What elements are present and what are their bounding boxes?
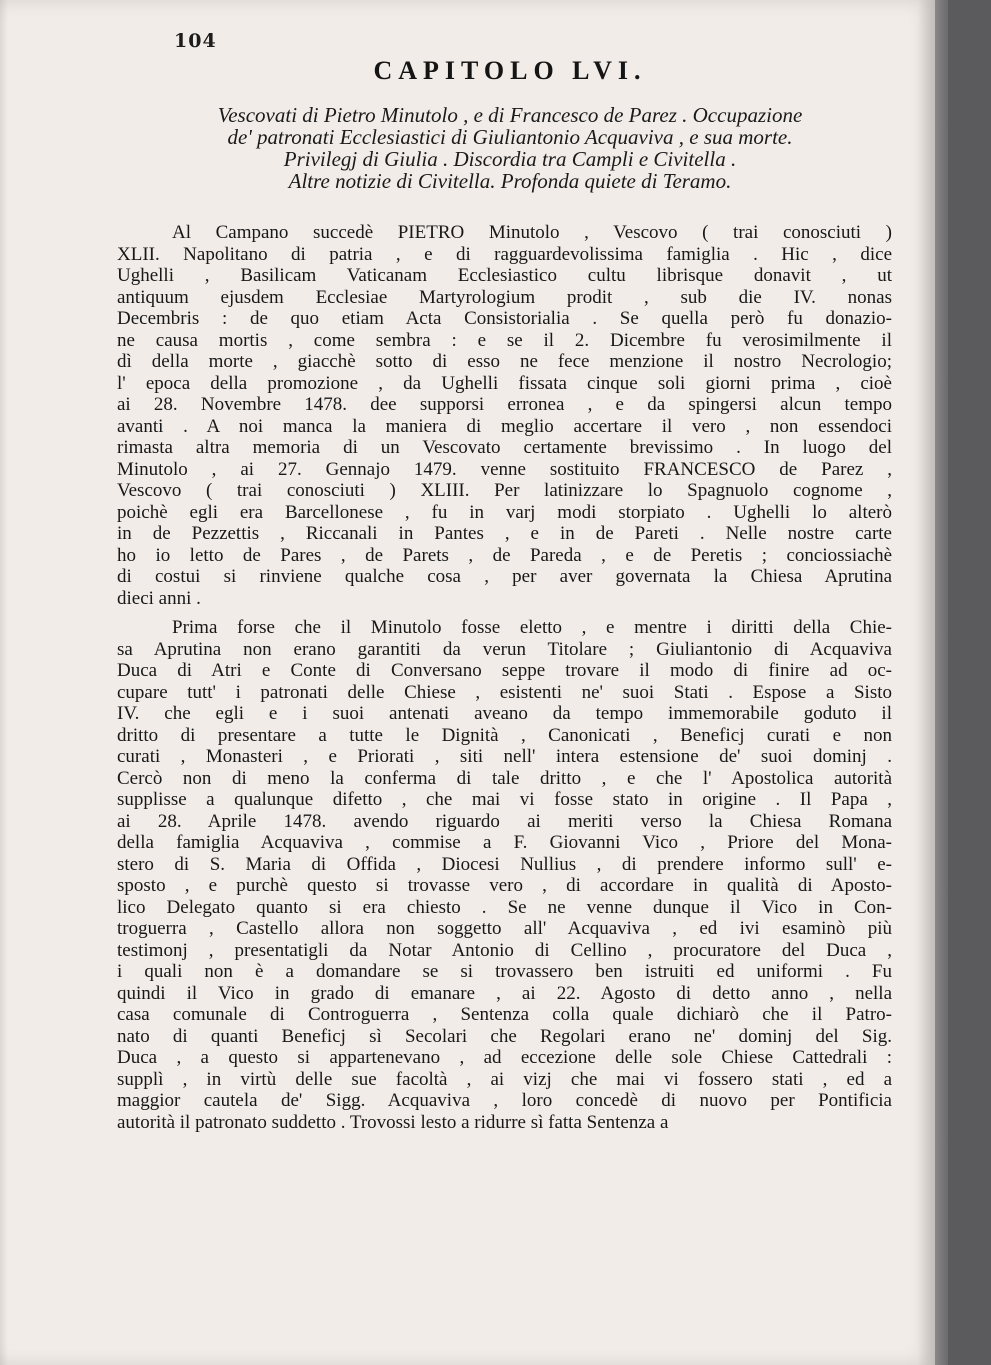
text-line: cupare tutt' i patronati delle Chiese , esistenti ne' suoi Stati . Espose a Sisto — [117, 681, 892, 703]
text-line: rimasta altra memoria di un Vescovato certamente brevissimo . In luogo del — [117, 437, 892, 458]
text-line: troguerra , Castello allora non soggetto all' Acquaviva , ed ivi esaminò più — [117, 918, 892, 939]
text-line: XLII. Napolitano di patria , e di ragguardevolissima famiglia . Hic , dice — [117, 243, 892, 265]
text-line: dieci anni . — [117, 587, 201, 609]
page-number: 104 — [174, 30, 217, 52]
page-edge-shadow — [0, 0, 8, 1365]
text-line: i quali non è a domandare se si trovassero ben istruiti ed uniformi . Fu — [117, 961, 892, 982]
text-line: Duca , a questo si appartenevano , ad eccezione delle sole Chiese Cattedrali : — [117, 1047, 892, 1068]
text-line: lico Delegato quanto si era chiesto . Se ne venne dunque il Vico in Con- — [117, 896, 892, 918]
text-line: ai 28. Novembre 1478. dee supporsi erronea , e da spingersi alcun tempo — [117, 394, 892, 415]
text-line: Duca di Atri e Conte di Conversano seppe trovare il modo di finire ad oc- — [117, 660, 892, 681]
text-line: dì della morte , giacchè sotto di esso ne fece menzione il nostro Necrologio; — [117, 351, 892, 372]
text-line: curati , Monasteri , e Priorati , siti nell' intera estensione de' suoi dominj . — [117, 746, 892, 767]
summary-line: Altre notizie di Civitella. Profonda quiete di Teramo. — [288, 169, 732, 193]
text-line: supplì , in virtù delle sue facoltà , ai vizj che mai vi fossero stati , ed a — [117, 1068, 892, 1090]
text-line: di costui si rinviene qualche cosa , per aver governata la Chiesa Aprutina — [117, 566, 892, 587]
chapter-title: CAPITOLO LVI. — [373, 56, 647, 85]
text-line: sa Aprutina non erano garantiti da verun Titolare ; Giuliantonio di Acquaviva — [117, 638, 892, 660]
paragraph — [117, 222, 892, 609]
text-line: antiquum ejusdem Ecclesiae Martyrologium prodit , sub die IV. nonas — [117, 286, 892, 308]
text-line: supplisse a qualunque difetto , che mai vi fosse stato in origine . Il Papa , — [117, 789, 892, 810]
text-line: sposto , e purchè questo si trovasse vero , di accordare in qualità di Aposto- — [117, 875, 892, 896]
text-line: avanti . A noi manca la maniera di meglio accertare il vero , non essendoci — [117, 415, 892, 437]
text-line: nato di quanti Beneficj sì Secolari che Regolari erano ne' dominj del Sig. — [117, 1025, 892, 1047]
body-text — [117, 222, 892, 1141]
text-line: dritto di presentare a tutte le Dignità , Canonicati , Beneficj curati e non — [117, 724, 892, 746]
text-line: IV. che egli e i suoi antenati aveano da tempo immemorabile goduto il — [117, 703, 892, 724]
text-line: quindi il Vico in grado di emanare , ai 22. Agosto di detto anno , nella — [117, 982, 892, 1004]
text-line: stero di S. Maria di Offida , Diocesi Nullius , di prendere informo sull' e- — [117, 853, 892, 875]
text-line: ai 28. Aprile 1478. avendo riguardo ai meriti verso la Chiesa Romana — [117, 810, 892, 832]
text-line: Vescovo ( trai conosciuti ) XLIII. Per latinizzare lo Spagnuolo cognome , — [117, 480, 892, 501]
text-line: poichè egli era Barcellonese , fu in varj modi storpiato . Ughelli lo alterò — [117, 501, 892, 523]
summary-line: Privilegj di Giulia . Discordia tra Campli e Civitella . — [283, 147, 737, 171]
text-line: Minutolo , ai 27. Gennajo 1479. venne sostituito FRANCESCO de Parez , — [117, 458, 892, 480]
chapter-summary — [140, 104, 880, 192]
text-line: testimonj , presentatigli da Notar Antonio di Cellino , procuratore del Duca , — [117, 939, 892, 961]
text-line: in de Pezzettis , Riccanali in Pantes , e in de Pareti . Nelle nostre carte — [117, 523, 892, 544]
text-line: Cercò non di meno la conferma di tale dritto , e che l' Apostolica autorità — [117, 767, 892, 789]
text-line: ho io letto de Pares , de Parets , de Pareda , e de Peretis ; conciossiachè — [117, 544, 892, 566]
text-line: Al Campano succedè PIETRO Minutolo , Vescovo ( trai conosciuti ) — [172, 222, 892, 243]
text-line: Decembris : de quo etiam Acta Consistorialia . Se quella però fu donazio- — [117, 308, 892, 329]
text-line: della famiglia Acquaviva , commise a F. Giovanni Vico , Priore del Mona- — [117, 832, 892, 853]
paragraph — [117, 617, 892, 1133]
text-line: autorità il patronato suddetto . Trovossi lesto a ridurre sì fatta Sentenza a — [117, 1111, 669, 1133]
text-line: maggior cautela de' Sigg. Acquaviva , loro concedè di nuovo per Pontificia — [117, 1090, 892, 1111]
text-line: l' epoca della promozione , da Ughelli fissata cinque soli giorni prima , cioè — [117, 372, 892, 394]
summary-line: de' patronati Ecclesiastici di Giuliantonio Acquaviva , e sua morte. — [227, 125, 793, 149]
text-line: ne causa mortis , come sembra : e se il 2. Dicembre fu verosimilmente il — [117, 329, 892, 351]
book-spine — [918, 0, 948, 1365]
summary-line: Vescovati di Pietro Minutolo , e di Francesco de Parez . Occupazione — [217, 103, 803, 127]
text-line: casa comunale di Controguerra , Sentenza colla quale dichiarò che il Patro- — [117, 1004, 892, 1025]
text-line: Ughelli , Basilicam Vaticanam Ecclesiastico cultu librisque donavit , ut — [117, 265, 892, 286]
text-line: Prima forse che il Minutolo fosse eletto , e mentre i diritti della Chie- — [172, 617, 892, 638]
